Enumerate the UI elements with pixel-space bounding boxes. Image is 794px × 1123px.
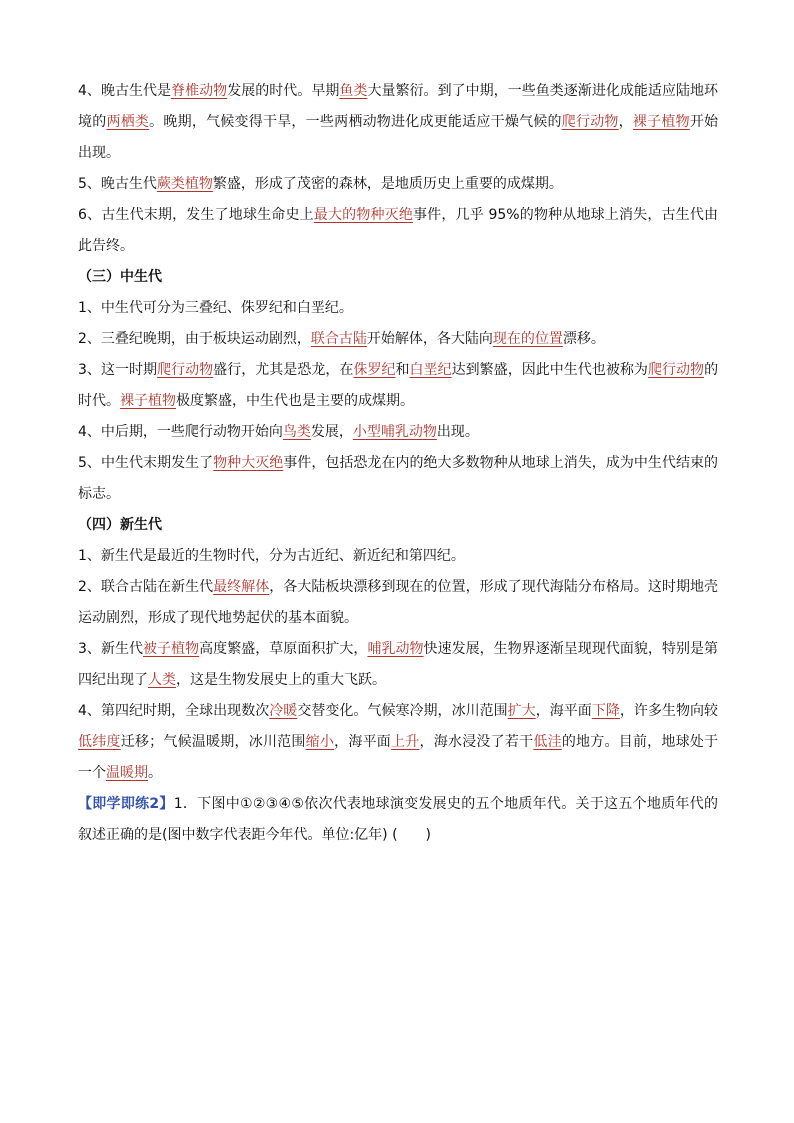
text-segment: 大量繁衍。到了中期，一些鱼类逐渐进化成能适应陆地环境的 [78, 83, 719, 130]
keyword-answer: 小型哺乳动物 [352, 424, 437, 440]
paragraph [78, 789, 718, 851]
text-segment: ，海平面 [334, 734, 392, 750]
keyword-answer: 物种大灭绝 [213, 455, 284, 471]
keyword-answer: 现在的位置 [492, 331, 563, 347]
text-segment: 高度繁盛，草原面积扩大， [199, 641, 368, 657]
keyword-answer: 最大的物种灭绝 [313, 207, 414, 223]
paragraph [78, 696, 718, 789]
keyword-answer: 上升 [391, 734, 420, 750]
text-segment: 事件，几乎 95%的物种从地球上消失，古生代由此告终。 [78, 207, 718, 254]
keyword-answer: 联合古陆 [310, 331, 367, 347]
keyword-answer: 白垩纪 [409, 362, 452, 378]
text-segment: 迁移；气候温暖期，冰川范围 [120, 734, 306, 750]
text-segment: 开始出现。 [78, 114, 719, 161]
document-page [78, 76, 718, 851]
text-segment: 5、晚古生代 [78, 176, 157, 192]
exercise-tag: 【即学即练2】 [78, 796, 174, 812]
text-segment: 4、晚古生代是 [78, 83, 172, 99]
text-segment: 漂移。 [562, 331, 605, 347]
keyword-answer: 蕨类植物 [156, 176, 213, 192]
keyword-answer: 温暖期 [106, 765, 148, 781]
text-segment: ， [618, 114, 633, 130]
keyword-answer: 扩大 [507, 703, 536, 719]
keyword-answer: 爬行动物 [157, 362, 214, 378]
text-segment: 3、新生代 [78, 641, 144, 657]
paragraph [78, 293, 718, 324]
text-segment: 4、中后期，一些爬行动物开始向 [78, 424, 283, 440]
text-segment: 。 [148, 765, 162, 781]
text-segment: 快速发展，生物界逐渐呈现现代面貌，特别是第四纪出现了 [78, 641, 719, 688]
keyword-answer: 裸子植物 [120, 393, 176, 409]
keyword-answer: 低洼 [533, 734, 562, 750]
paragraph [78, 417, 718, 448]
text-segment: 6、古生代末期，发生了地球生命史上 [78, 207, 314, 223]
text-segment: 1．下图中①②③④⑤依次代表地球演变发展史的五个地质年代。关于这五个地质年代的叙述正确的是(图中数字代表距今年代。单位:亿年) ( ) [78, 796, 718, 843]
text-segment: 发展， [310, 424, 353, 440]
text-segment: 极度繁盛，中生代也是主要的成煤期。 [176, 393, 414, 409]
paragraph [78, 324, 718, 355]
text-segment: ，各大陆板块漂移到现在的位置，形成了现代海陆分布格局。这时期地壳运动剧烈，形成了现代地势起伏的基本面貌。 [78, 579, 719, 626]
text-segment: 1、新生代是最近的生物时代，分为古近纪、新近纪和第四纪。 [78, 548, 465, 564]
paragraph [78, 355, 718, 417]
text-segment: ，海水浸没了若干 [419, 734, 534, 750]
text-segment: 5、中生代末期发生了 [78, 455, 214, 471]
keyword-answer: 鸟类 [282, 424, 311, 440]
keyword-answer: 被子植物 [143, 641, 200, 657]
text-segment: 2、三叠纪晚期，由于板块运动剧烈， [78, 331, 311, 347]
text-segment: 的时代。 [78, 362, 719, 409]
text-segment: 繁盛，形成了茂密的森林，是地质历史上重要的成煤期。 [212, 176, 563, 192]
keyword-answer: 人类 [148, 672, 176, 688]
paragraph [78, 541, 718, 572]
keyword-answer: 冷暖 [269, 703, 298, 719]
keyword-answer: 鱼类 [339, 83, 368, 99]
text-segment: ，这是生物发展史上的重大飞跃。 [176, 672, 386, 688]
keyword-answer: 裸子植物 [632, 114, 690, 130]
text-segment: 和 [395, 362, 410, 378]
text-segment: 盛行，尤其是恐龙，在 [213, 362, 354, 378]
paragraph [78, 76, 718, 169]
text-segment: ，海平面 [535, 703, 592, 719]
text-segment: 出现。 [436, 424, 479, 440]
keyword-answer: 侏罗纪 [353, 362, 396, 378]
paragraph [78, 169, 718, 200]
keyword-answer: 哺乳动物 [367, 641, 424, 657]
section-heading [78, 510, 718, 541]
text-segment: 1、中生代可分为三叠纪、侏罗纪和白垩纪。 [78, 300, 353, 316]
paragraph [78, 448, 718, 510]
text-segment: 4、第四纪时期，全球出现数次 [78, 703, 270, 719]
text-segment: ，许多生物向较 [619, 703, 719, 719]
keyword-answer: 脊椎动物 [171, 83, 228, 99]
text-segment: 。晚期，气候变得干旱，一些两栖动物进化成更能适应干燥气候的 [149, 114, 562, 130]
paragraph [78, 634, 718, 696]
paragraph [78, 200, 718, 262]
text-segment: 事件，包括恐龙在内的绝大多数物种从地球上消失，成为中生代结束的标志。 [78, 455, 718, 502]
section-heading [78, 262, 718, 293]
text-segment: 的地方。目前，地球处于一个 [78, 734, 719, 781]
text-segment: 发展的时代。早期 [227, 83, 340, 99]
text-segment: 2、联合古陆在新生代 [78, 579, 214, 595]
keyword-answer: 低纬度 [78, 734, 121, 750]
text-segment: 3、这一时期 [78, 362, 158, 378]
keyword-answer: 下降 [591, 703, 620, 719]
keyword-answer: 爬行动物 [561, 114, 619, 130]
text-segment: 达到繁盛，因此中生代也被称为 [451, 362, 648, 378]
keyword-answer: 最终解体 [213, 579, 270, 595]
text-segment: （三）中生代 [78, 269, 162, 285]
text-segment: （四）新生代 [78, 517, 162, 533]
keyword-answer: 缩小 [305, 734, 335, 750]
paragraph [78, 572, 718, 634]
text-segment: 开始解体，各大陆向 [366, 331, 493, 347]
keyword-answer: 爬行动物 [647, 362, 705, 378]
text-segment: 交替变化。气候寒冷期，冰川范围 [297, 703, 508, 719]
keyword-answer: 两栖类 [106, 114, 150, 130]
